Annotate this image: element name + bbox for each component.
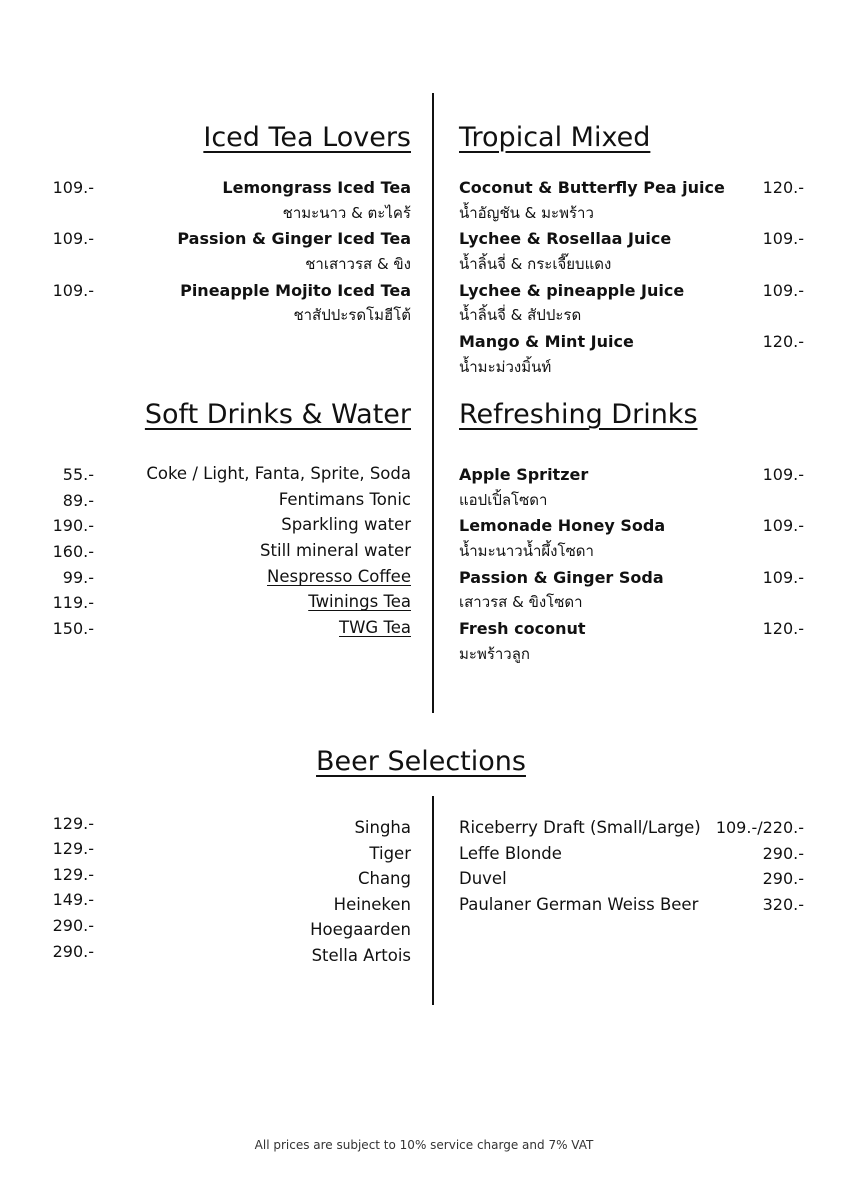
menu-item-name: Fentimans Tonic bbox=[278, 490, 411, 509]
menu-item-thai-name: ชาเสาวรส & ขิง bbox=[305, 255, 411, 273]
beer-price: 320.- bbox=[762, 895, 804, 914]
menu-item-price: 89.- bbox=[62, 491, 94, 510]
beer-name: Paulaner German Weiss Beer bbox=[459, 895, 699, 914]
menu-item-price: 109.- bbox=[52, 178, 94, 197]
menu-item-price: 119.- bbox=[52, 593, 94, 612]
menu-item-name: Lychee & Rosellaa Juice bbox=[459, 229, 672, 248]
menu-item-price: 190.- bbox=[52, 516, 94, 535]
menu-item-name: Mango & Mint Juice bbox=[459, 332, 634, 351]
column-divider-top bbox=[432, 93, 434, 713]
section-title-refreshing: Refreshing Drinks bbox=[459, 399, 698, 430]
menu-item-name: Passion & Ginger Soda bbox=[459, 568, 664, 587]
section-title-iced-tea: Iced Tea Lovers bbox=[203, 122, 411, 153]
column-divider-beer bbox=[432, 796, 434, 1005]
section-title-tropical: Tropical Mixed bbox=[459, 122, 651, 153]
menu-item-price: 109.- bbox=[762, 281, 804, 300]
menu-item-name: Pineapple Mojito Iced Tea bbox=[180, 281, 411, 300]
menu-item-name: Still mineral water bbox=[260, 541, 411, 560]
menu-item-price: 55.- bbox=[62, 465, 94, 484]
beer-price: 129.- bbox=[52, 814, 94, 833]
twinings-tea-link[interactable]: Twinings Tea bbox=[308, 592, 411, 611]
menu-item-name: Sparkling water bbox=[281, 515, 411, 534]
menu-item-thai-name: น้ำลิ้นจี่ & สัปปะรด bbox=[459, 306, 582, 324]
menu-item-thai-name: น้ำมะนาวน้ำผึ้งโซดา bbox=[459, 542, 594, 560]
menu-item-price: 109.- bbox=[762, 465, 804, 484]
nespresso-coffee-link[interactable]: Nespresso Coffee bbox=[267, 567, 411, 586]
menu-item-thai-name: แอปเปิ้ลโซดา bbox=[459, 491, 548, 509]
beer-name: Chang bbox=[357, 869, 411, 888]
menu-item-price: 109.- bbox=[52, 281, 94, 300]
section-title-beer: Beer Selections bbox=[316, 746, 526, 777]
menu-item-price: 109.- bbox=[762, 568, 804, 587]
menu-item-thai-name: น้ำมะม่วงมิ้นท์ bbox=[459, 358, 552, 376]
menu-item-name: Lemonade Honey Soda bbox=[459, 516, 666, 535]
menu-item-name: Passion & Ginger Iced Tea bbox=[177, 229, 411, 248]
beer-price: 290.- bbox=[52, 942, 94, 961]
beer-price: 129.- bbox=[52, 865, 94, 884]
beer-name: Leffe Blonde bbox=[459, 844, 562, 863]
beer-price: 109.-/220.- bbox=[715, 818, 804, 837]
menu-item-price: 120.- bbox=[762, 332, 804, 351]
beer-name: Heineken bbox=[333, 895, 411, 914]
beer-name: Tiger bbox=[369, 844, 411, 863]
menu-item-name: Lychee & pineapple Juice bbox=[459, 281, 685, 300]
menu-item-thai-name: มะพร้าวลูก bbox=[459, 645, 531, 663]
menu-item-thai-name: น้ำอัญชัน & มะพร้าว bbox=[459, 204, 594, 222]
footer-note: All prices are subject to 10% service charge and 7% VAT bbox=[254, 1138, 594, 1152]
beer-price: 129.- bbox=[52, 839, 94, 858]
menu-item-price: 150.- bbox=[52, 619, 94, 638]
menu-item-price: 160.- bbox=[52, 542, 94, 561]
menu-item-price: 99.- bbox=[62, 568, 94, 587]
menu-item-name: Fresh coconut bbox=[459, 619, 586, 638]
beer-name: Singha bbox=[354, 818, 411, 837]
section-title-soft-drinks: Soft Drinks & Water bbox=[144, 399, 411, 430]
menu-item-thai-name: เสาวรส & ขิงโซดา bbox=[459, 593, 583, 611]
menu-item-price: 120.- bbox=[762, 619, 804, 638]
menu-item-name: Coconut & Butterfly Pea juice bbox=[459, 178, 725, 197]
menu-item-price: 120.- bbox=[762, 178, 804, 197]
menu-item-thai-name: ชามะนาว & ตะไคร้ bbox=[282, 204, 411, 222]
beer-price: 149.- bbox=[52, 890, 94, 909]
menu-item-price: 109.- bbox=[762, 229, 804, 248]
menu-item-price: 109.- bbox=[762, 516, 804, 535]
beer-name: Hoegaarden bbox=[310, 920, 411, 939]
beer-price: 290.- bbox=[762, 869, 804, 888]
beer-name: Stella Artois bbox=[311, 946, 411, 965]
menu-item-thai-name: ชาสัปปะรดโมฮีโต้ bbox=[293, 306, 411, 324]
beer-name: Riceberry Draft (Small/Large) bbox=[459, 818, 701, 837]
menu-item-thai-name: น้ำลิ้นจี่ & กระเจี๊ยบแดง bbox=[459, 255, 612, 273]
menu-item-name: Coke / Light, Fanta, Sprite, Soda bbox=[146, 464, 411, 483]
menu-item-name: Apple Spritzer bbox=[459, 465, 589, 484]
beer-name: Duvel bbox=[459, 869, 507, 888]
twg-tea-link[interactable]: TWG Tea bbox=[339, 618, 411, 637]
menu-item-price: 109.- bbox=[52, 229, 94, 248]
beer-price: 290.- bbox=[52, 916, 94, 935]
menu-item-name: Lemongrass Iced Tea bbox=[222, 178, 411, 197]
beer-price: 290.- bbox=[762, 844, 804, 863]
